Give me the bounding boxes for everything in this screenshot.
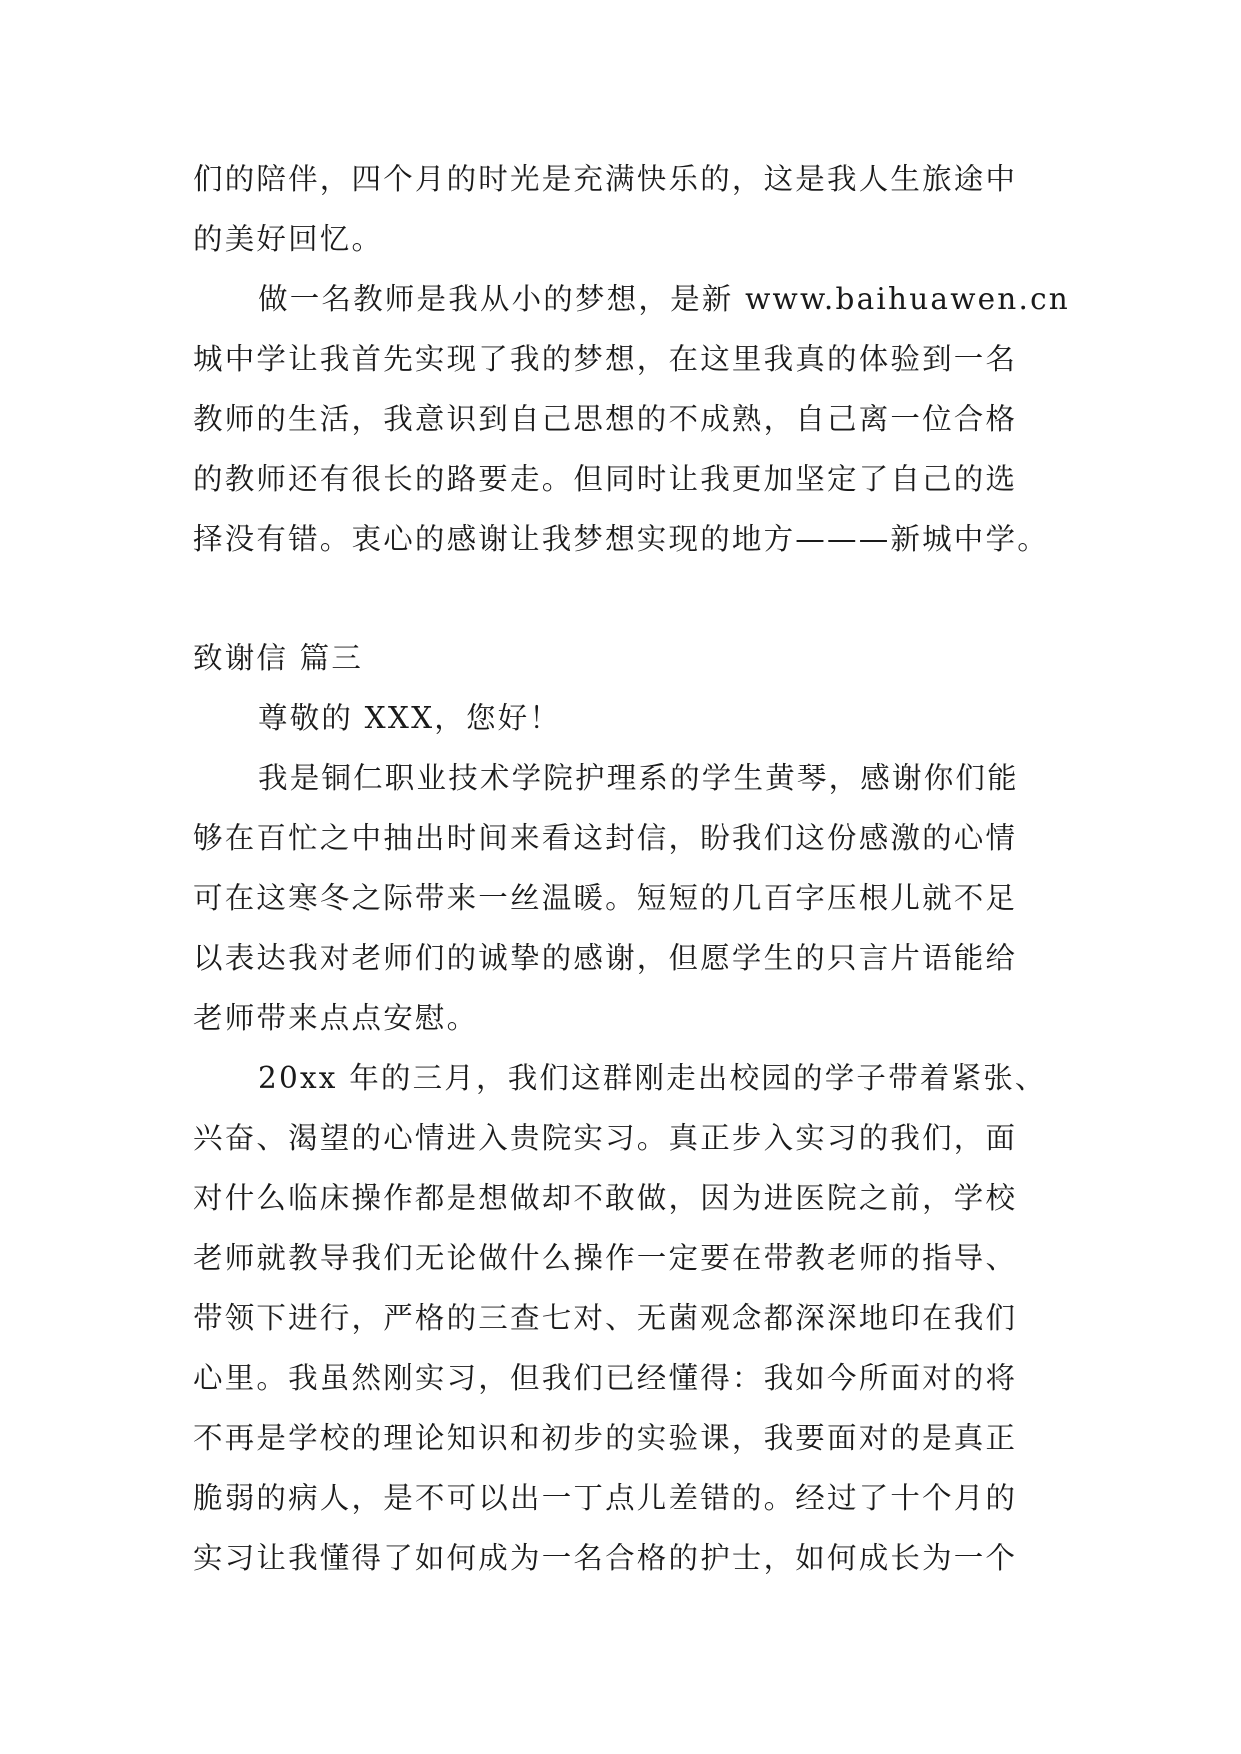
text-line: 的美好回忆。	[193, 222, 384, 256]
text-line: 们的陪伴，四个月的时光是充满快乐的，这是我人生旅途中	[193, 162, 1018, 196]
text-line: 够在百忙之中抽出时间来看这封信，盼我们这份感激的心情	[193, 821, 1018, 855]
text-line: 做一名教师是我从小的梦想，是新 www.baihuawen.cn	[258, 282, 1071, 316]
text-line: 我是铜仁职业技术学院护理系的学生黄琴，感谢你们能	[258, 761, 1019, 795]
text-line: 不再是学校的理论知识和初步的实验课，我要面对的是真正	[193, 1421, 1018, 1455]
text-line: 的教师还有很长的路要走。但同时让我更加坚定了自己的选	[193, 462, 1018, 496]
text-line: 可在这寒冬之际带来一丝温暖。短短的几百字压根儿就不足	[193, 881, 1018, 915]
section-title: 致谢信 篇三	[193, 641, 364, 675]
text-line: 脆弱的病人，是不可以出一丁点儿差错的。经过了十个月的	[193, 1481, 1018, 1515]
text-line: 对什么临床操作都是想做却不敢做，因为进医院之前，学校	[193, 1181, 1018, 1215]
greeting: 尊敬的 XXX，您好！	[258, 701, 562, 735]
text-line: 老师就教导我们无论做什么操作一定要在带教老师的指导、	[193, 1241, 1018, 1275]
text-line: 城中学让我首先实现了我的梦想，在这里我真的体验到一名	[193, 342, 1018, 376]
text-line: 带领下进行，严格的三查七对、无菌观念都深深地印在我们	[193, 1301, 1018, 1335]
text-line: 老师带来点点安慰。	[193, 1001, 479, 1035]
text-line: 20xx 年的三月，我们这群刚走出校园的学子带着紧张、	[258, 1061, 1047, 1095]
text-line: 实习让我懂得了如何成为一名合格的护士，如何成长为一个	[193, 1541, 1018, 1575]
text-line: 兴奋、渴望的心情进入贵院实习。真正步入实习的我们，面	[193, 1121, 1018, 1155]
text-line: 心里。我虽然刚实习，但我们已经懂得：我如今所面对的将	[193, 1361, 1018, 1395]
text-line: 择没有错。衷心的感谢让我梦想实现的地方———新城中学。	[193, 522, 1049, 556]
text-line: 教师的生活，我意识到自己思想的不成熟，自己离一位合格	[193, 402, 1018, 436]
text-line: 以表达我对老师们的诚挚的感谢，但愿学生的只言片语能给	[193, 941, 1018, 975]
